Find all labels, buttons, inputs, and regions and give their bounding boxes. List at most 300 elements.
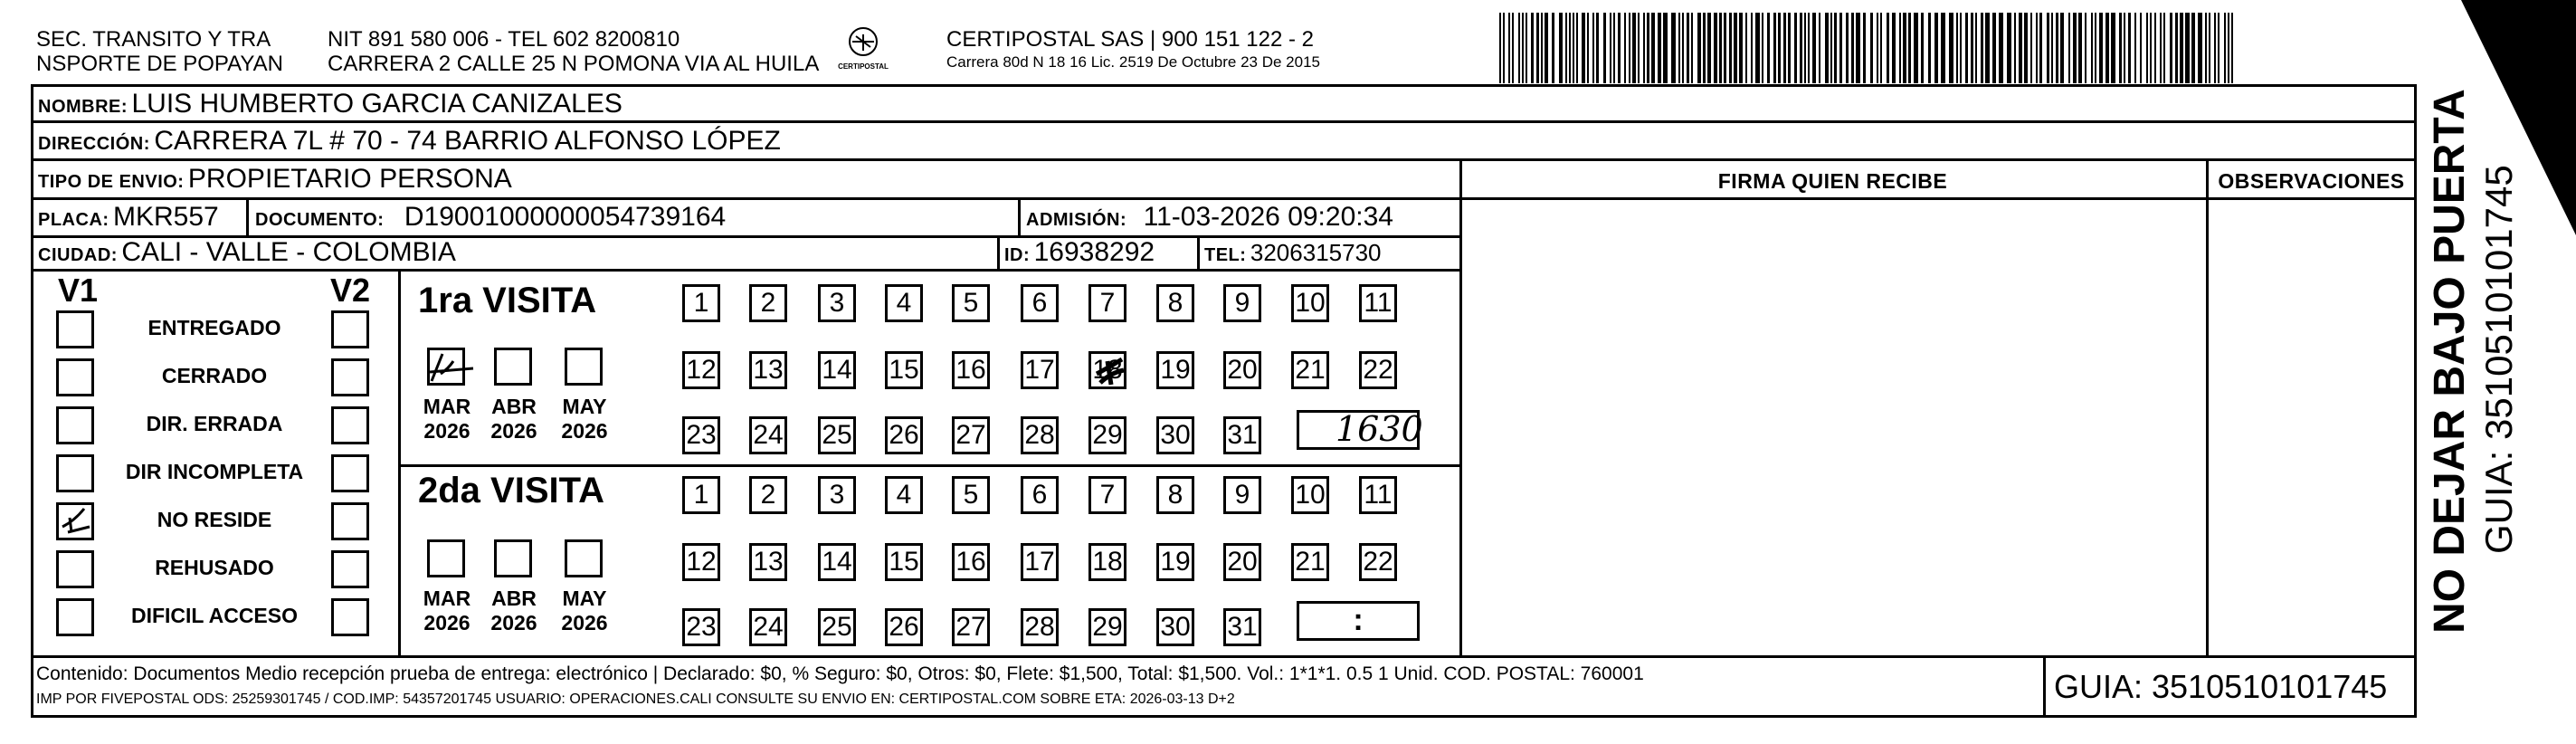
v1-checkbox[interactable] (56, 406, 94, 444)
admision-label: ADMISIÓN: (1026, 210, 1127, 230)
barcode-bar (2024, 13, 2028, 83)
status-option-label: NO RESIDE (157, 508, 272, 531)
day-box[interactable] (749, 351, 787, 389)
barcode-bar (1618, 13, 1621, 83)
day-box[interactable] (1088, 284, 1126, 322)
tipo-row (38, 164, 512, 199)
month-name: MAR (423, 587, 471, 610)
barcode-bar (1682, 13, 1684, 83)
barcode-bar (1965, 13, 1968, 83)
day-box[interactable] (749, 608, 787, 646)
day-number: 1 (693, 480, 709, 510)
logo-icon (834, 25, 892, 78)
ciudad-value: CALI - VALLE - COLOMBIA (121, 237, 456, 267)
day-box[interactable] (749, 476, 787, 514)
day-number: 11 (1364, 480, 1393, 510)
day-box[interactable] (1088, 351, 1126, 389)
barcode-bar (1552, 13, 1554, 83)
id-cell (1004, 237, 1155, 272)
courier-info (946, 27, 1320, 73)
v1-checkbox[interactable] (56, 454, 94, 492)
barcode-bar (2099, 13, 2103, 83)
barcode-bar (1545, 13, 1548, 83)
barcode-bar (1691, 13, 1693, 83)
day-number: 8 (1167, 288, 1183, 318)
documento-value: D19001000000054739164 (404, 202, 727, 232)
day-box[interactable] (1088, 416, 1126, 454)
day-box[interactable] (1223, 351, 1261, 389)
barcode-bar (2073, 13, 2077, 83)
barcode-bar (2175, 13, 2178, 83)
barcode-bar (1880, 13, 1882, 83)
barcode-bar (2150, 13, 2152, 83)
day-box[interactable] (682, 284, 720, 322)
barcode-bar (1582, 13, 1585, 83)
barcode-bar (1808, 13, 1810, 83)
side-guia: GUIA: 3510510101745 (2477, 165, 2520, 554)
day-box[interactable] (682, 543, 720, 581)
day-number: 17 (1024, 355, 1055, 385)
day-box[interactable] (1359, 284, 1397, 322)
month-year: 2026 (561, 419, 608, 443)
day-box[interactable] (749, 284, 787, 322)
footer-contenido: Contenido: Documentos Medio recepción prueba de entrega: electrónico | Declarado: $0, % Seguro: $0, Otros: $0, Flete: $1,500, Total: $1,500. Vol.: 1*1*1. 0.5 1 Unid. COD. POSTAL: 760001 (36, 663, 1644, 684)
day-box[interactable] (818, 416, 856, 454)
footer-guia: GUIA: 3510510101745 (2054, 668, 2388, 705)
barcode-bar (2228, 13, 2229, 83)
barcode-bar (2036, 13, 2038, 83)
barcode-bar (2105, 13, 2109, 83)
day-box[interactable] (818, 543, 856, 581)
day-box[interactable] (1156, 476, 1194, 514)
day-number: 16 (955, 355, 986, 385)
day-number: 2 (760, 288, 776, 318)
day-box[interactable] (1291, 543, 1329, 581)
corner-shadow (2461, 0, 2576, 235)
direccion-value: CARRERA 7L # 70 - 74 BARRIO ALFONSO LÓPEZ (154, 126, 781, 156)
logo-text: CERTIPOSTAL (838, 62, 889, 71)
day-box[interactable] (1223, 284, 1261, 322)
barcode-bar (1559, 13, 1563, 83)
day-box[interactable] (1156, 608, 1194, 646)
month-name: MAY (562, 587, 607, 610)
v1-checkbox[interactable] (56, 358, 94, 396)
v2-checkbox[interactable] (331, 406, 369, 444)
day-number: 20 (1227, 355, 1258, 385)
barcode-bar (1892, 13, 1896, 83)
day-number: 24 (753, 612, 784, 642)
day-box[interactable] (885, 476, 923, 514)
day-box[interactable] (1021, 543, 1059, 581)
day-number: 3 (829, 288, 845, 318)
status-option-label: CERRADO (161, 364, 268, 387)
day-box[interactable] (952, 608, 990, 646)
barcode-bar (1851, 13, 1854, 83)
month-label (418, 587, 476, 635)
v2-checkbox[interactable] (331, 358, 369, 396)
barcode-bar (1613, 13, 1615, 83)
barcode-bar (1629, 13, 1630, 83)
first-visit-time-box[interactable] (1297, 409, 1423, 450)
barcode-bar (1767, 13, 1770, 83)
day-box[interactable] (682, 476, 720, 514)
documento-label: DOCUMENTO: (255, 210, 385, 230)
day-number: 12 (686, 355, 717, 385)
day-box[interactable] (1088, 543, 1126, 581)
status-option-label: DIR. ERRADA (146, 412, 283, 435)
barcode-bar (2039, 13, 2042, 83)
barcode-bar (1499, 13, 1501, 83)
barcode-bar (1908, 13, 1911, 83)
barcode-bar (1804, 13, 1806, 83)
courier-name: CERTIPOSTAL SAS | 900 151 122 - 2 (946, 27, 1314, 52)
barcode-bar (2209, 13, 2210, 83)
barcode-bar (1541, 13, 1543, 83)
sender-line1: SEC. TRANSITO Y TRA (36, 27, 271, 52)
sender-address: CARRERA 2 CALLE 25 N POMONA VIA AL HUILA (328, 52, 820, 76)
admision-cell (1026, 202, 1393, 237)
day-number: 5 (963, 480, 979, 510)
v2-checkbox[interactable] (331, 310, 369, 348)
day-box[interactable] (682, 351, 720, 389)
check-mark-icon (59, 505, 91, 538)
day-number: 16 (955, 547, 986, 577)
day-number: 12 (686, 547, 717, 577)
v2-checkbox[interactable] (331, 598, 369, 636)
barcode-bar (1508, 13, 1510, 83)
day-number: 8 (1167, 480, 1183, 510)
day-box[interactable] (1359, 543, 1397, 581)
day-box[interactable] (952, 543, 990, 581)
sender-nit: NIT 891 580 006 - TEL 602 8200810 (328, 27, 680, 52)
day-box[interactable] (885, 351, 923, 389)
barcode-bar (1610, 13, 1611, 83)
barcode-bar (1928, 13, 1931, 83)
tel-cell (1204, 237, 1382, 272)
month-checkbox[interactable] (494, 539, 532, 577)
barcode-bar (1825, 13, 1829, 83)
barcode-bar (1755, 13, 1760, 83)
barcode-bar (1512, 13, 1514, 83)
day-box[interactable] (1223, 543, 1261, 581)
barcode-bar (1899, 13, 1901, 83)
barcode-bar (1565, 13, 1567, 83)
second-visit-title: 2da VISITA (418, 471, 604, 510)
day-box[interactable] (952, 416, 990, 454)
col-divider (2206, 158, 2209, 655)
barcode-bar (1863, 13, 1866, 83)
barcode-bar (1729, 13, 1732, 83)
col-divider (1459, 158, 1462, 655)
day-number: 9 (1234, 288, 1250, 318)
barcode-bar (1658, 13, 1661, 83)
barcode-bar (1887, 13, 1889, 83)
visit-divider (398, 464, 1459, 467)
day-box[interactable] (1156, 416, 1194, 454)
v1-checkbox[interactable] (56, 310, 94, 348)
day-box[interactable] (1088, 608, 1126, 646)
day-number: 6 (1031, 480, 1048, 510)
barcode-bar (2185, 13, 2190, 83)
month-checkbox[interactable] (427, 348, 465, 386)
day-box[interactable] (1291, 351, 1329, 389)
day-number: 11 (1364, 288, 1393, 318)
day-number: 19 (1160, 355, 1191, 385)
day-number: 26 (889, 420, 919, 450)
day-number: 14 (822, 547, 852, 577)
barcode-bar (2019, 13, 2022, 83)
day-box[interactable] (1021, 476, 1059, 514)
barcode-bar (1960, 13, 1962, 83)
barcode-bar (1975, 13, 1977, 83)
barcode-bar (1819, 13, 1820, 83)
day-number: 15 (889, 355, 919, 385)
barcode-bar (1903, 13, 1906, 83)
day-number: 10 (1295, 288, 1326, 318)
barcode-bar (2140, 13, 2142, 83)
ciudad-label: CIUDAD: (38, 245, 118, 265)
v1-checkbox[interactable] (56, 550, 94, 588)
barcode-bar (1985, 13, 1990, 83)
barcode-bar (1751, 13, 1753, 83)
day-box[interactable] (818, 608, 856, 646)
barcode-bar (1870, 13, 1873, 83)
day-number: 25 (822, 420, 852, 450)
day-number: 31 (1227, 612, 1258, 642)
id-value: 16938292 (1033, 237, 1155, 267)
month-checkbox[interactable] (565, 348, 603, 386)
day-number: 23 (686, 420, 717, 450)
barcode-bar (1671, 13, 1676, 83)
barcode-bar (2095, 13, 2096, 83)
day-box[interactable] (1156, 351, 1194, 389)
day-box[interactable] (1291, 476, 1329, 514)
barcode-bar (2085, 13, 2086, 83)
month-year: 2026 (490, 419, 537, 443)
month-checkbox[interactable] (565, 539, 603, 577)
day-box[interactable] (885, 284, 923, 322)
day-number: 21 (1295, 547, 1326, 577)
barcode-bar (1522, 13, 1524, 83)
day-box[interactable] (1291, 284, 1329, 322)
day-box[interactable] (1021, 608, 1059, 646)
day-number: 25 (822, 612, 852, 642)
barcode-bar (1687, 13, 1689, 83)
month-year: 2026 (490, 611, 537, 634)
day-box[interactable] (818, 284, 856, 322)
v1-header: V1 (58, 272, 99, 309)
check-mark-icon (426, 348, 477, 385)
day-number: 27 (955, 420, 986, 450)
placa-value: MKR557 (113, 202, 219, 232)
day-box[interactable] (1156, 284, 1194, 322)
day-box[interactable] (1223, 608, 1261, 646)
barcode-bar (1856, 13, 1860, 83)
barcode-bar (2068, 13, 2070, 83)
day-box[interactable] (885, 543, 923, 581)
firma-header: FIRMA QUIEN RECIBE (1717, 169, 1948, 193)
day-number: 27 (955, 612, 986, 642)
barcode-bar (1724, 13, 1726, 83)
day-number: 13 (753, 547, 784, 577)
month-name: MAY (562, 395, 607, 418)
month-year: 2026 (423, 611, 471, 634)
day-number: 29 (1092, 420, 1123, 450)
day-box[interactable] (952, 351, 990, 389)
row-divider (31, 655, 2417, 658)
day-box[interactable] (818, 351, 856, 389)
barcode-bar (2124, 13, 2125, 83)
day-number: 29 (1092, 612, 1123, 642)
barcode-bar (1714, 13, 1717, 83)
day-box[interactable] (1156, 543, 1194, 581)
barcode-bar (2056, 13, 2058, 83)
day-number: 19 (1160, 547, 1191, 577)
barcode-bar (2154, 13, 2156, 83)
v2-checkbox[interactable] (331, 502, 369, 540)
ciudad-cell (38, 237, 456, 272)
col-divider (1018, 197, 1021, 235)
day-number: 18 (1092, 547, 1123, 577)
day-number: 3 (829, 480, 845, 510)
barcode-bar (1632, 13, 1636, 83)
day-number: 18 (1092, 355, 1123, 385)
day-number: 14 (822, 355, 852, 385)
day-box[interactable] (885, 416, 923, 454)
placa-label: PLACA: (38, 210, 109, 230)
footer-imp: IMP POR FIVEPOSTAL ODS: 25259301745 / COD.IMP: 54357201745 USUARIO: OPERACIONES.CALI CONSULTE SU ENVIO EN: CERTIPOSTAL.COM SOBRE ETA: 2026-03-13 D+2 (36, 692, 1235, 707)
barcode-bar (1877, 13, 1878, 83)
barcode-bar (2214, 13, 2216, 83)
v1-checkbox[interactable] (56, 598, 94, 636)
barcode-bar (2180, 13, 2183, 83)
day-box[interactable] (1021, 284, 1059, 322)
row-divider (1459, 197, 2417, 200)
barcode-bar (2091, 13, 2093, 83)
barcode-bar (1638, 13, 1640, 83)
barcode-bar (1663, 13, 1668, 83)
barcode-bar (1719, 13, 1722, 83)
barcode-bar (1643, 13, 1645, 83)
first-visit-title: 1ra VISITA (418, 281, 597, 320)
day-box[interactable] (952, 284, 990, 322)
day-number: 7 (1099, 288, 1116, 318)
barcode-bar (1783, 13, 1786, 83)
barcode-bar (1788, 13, 1791, 83)
day-number: 21 (1295, 355, 1326, 385)
documento-cell (255, 202, 726, 237)
day-number: 10 (1295, 480, 1326, 510)
barcode-bar (1569, 13, 1571, 83)
day-number: 22 (1363, 547, 1393, 577)
nombre-value: LUIS HUMBERTO GARCIA CANIZALES (131, 89, 623, 119)
day-box[interactable] (1223, 416, 1261, 454)
barcode-bar (2191, 13, 2195, 83)
barcode-bar (1503, 13, 1505, 83)
day-box[interactable] (818, 476, 856, 514)
month-checkbox[interactable] (494, 348, 532, 386)
day-number: 20 (1227, 547, 1258, 577)
col-divider (997, 235, 1000, 269)
day-box[interactable] (952, 476, 990, 514)
month-name: ABR (491, 587, 537, 610)
barcode-bar (1678, 13, 1680, 83)
day-box[interactable] (1223, 476, 1261, 514)
barcode-bar (1981, 13, 1983, 83)
barcode-bar (2146, 13, 2148, 83)
barcode-bar (1592, 13, 1594, 83)
barcode-bar (1703, 13, 1706, 83)
v2-checkbox[interactable] (331, 550, 369, 588)
month-year: 2026 (423, 419, 471, 443)
day-number: 24 (753, 420, 784, 450)
nombre-row (38, 89, 623, 124)
day-box[interactable] (682, 416, 720, 454)
day-number: 28 (1024, 420, 1055, 450)
nombre-label: NOMBRE: (38, 97, 128, 117)
day-box[interactable] (885, 608, 923, 646)
second-visit-time-box[interactable] (1297, 601, 1420, 641)
tipo-label: TIPO DE ENVIO: (38, 172, 185, 192)
day-number: 6 (1031, 288, 1048, 318)
sender-line2: NSPORTE DE POPAYAN (36, 52, 283, 76)
barcode-bar (1739, 13, 1743, 83)
direccion-row (38, 126, 781, 161)
direccion-label: DIRECCIÓN: (38, 134, 150, 154)
barcode-bar (1697, 13, 1701, 83)
admision-value: 11-03-2026 09:20:34 (1143, 202, 1393, 232)
day-number: 22 (1363, 355, 1393, 385)
day-number: 5 (963, 288, 979, 318)
day-box[interactable] (1021, 416, 1059, 454)
v1-checkbox[interactable] (56, 502, 94, 540)
month-checkbox[interactable] (427, 539, 465, 577)
day-box[interactable] (1359, 476, 1397, 514)
tel-value: 3206315730 (1250, 239, 1382, 266)
barcode-bar (1914, 13, 1918, 83)
barcode-bar (1734, 13, 1737, 83)
status-option-label: DIR INCOMPLETA (125, 460, 304, 483)
barcode-bar (2119, 13, 2122, 83)
barcode-bar (1596, 13, 1599, 83)
day-box[interactable] (682, 608, 720, 646)
barcode-bar (1830, 13, 1832, 83)
day-box[interactable] (749, 543, 787, 581)
barcode-bar (1778, 13, 1781, 83)
v2-checkbox[interactable] (331, 454, 369, 492)
day-box[interactable] (749, 416, 787, 454)
month-label (418, 395, 476, 444)
barcode-bar (1576, 13, 1578, 83)
barcode-bar (1971, 13, 1973, 83)
barcode-bar (1846, 13, 1849, 83)
barcode-bar (1762, 13, 1763, 83)
barcode-bar (1573, 13, 1574, 83)
month-label (485, 395, 543, 444)
barcode-bar (1934, 13, 1938, 83)
month-name: ABR (491, 395, 537, 418)
barcode-bar (2128, 13, 2131, 83)
month-label (556, 587, 613, 635)
barcode-bar (2198, 13, 2202, 83)
courier-license: Carrera 80d N 18 16 Lic. 2519 De Octubre 23 De 2015 (946, 53, 1320, 71)
barcode-bar (1707, 13, 1711, 83)
barcode-bar (1518, 13, 1520, 83)
status-option-label: REHUSADO (155, 556, 274, 579)
day-box[interactable] (1021, 351, 1059, 389)
day-box[interactable] (1088, 476, 1126, 514)
day-box[interactable] (1359, 351, 1397, 389)
